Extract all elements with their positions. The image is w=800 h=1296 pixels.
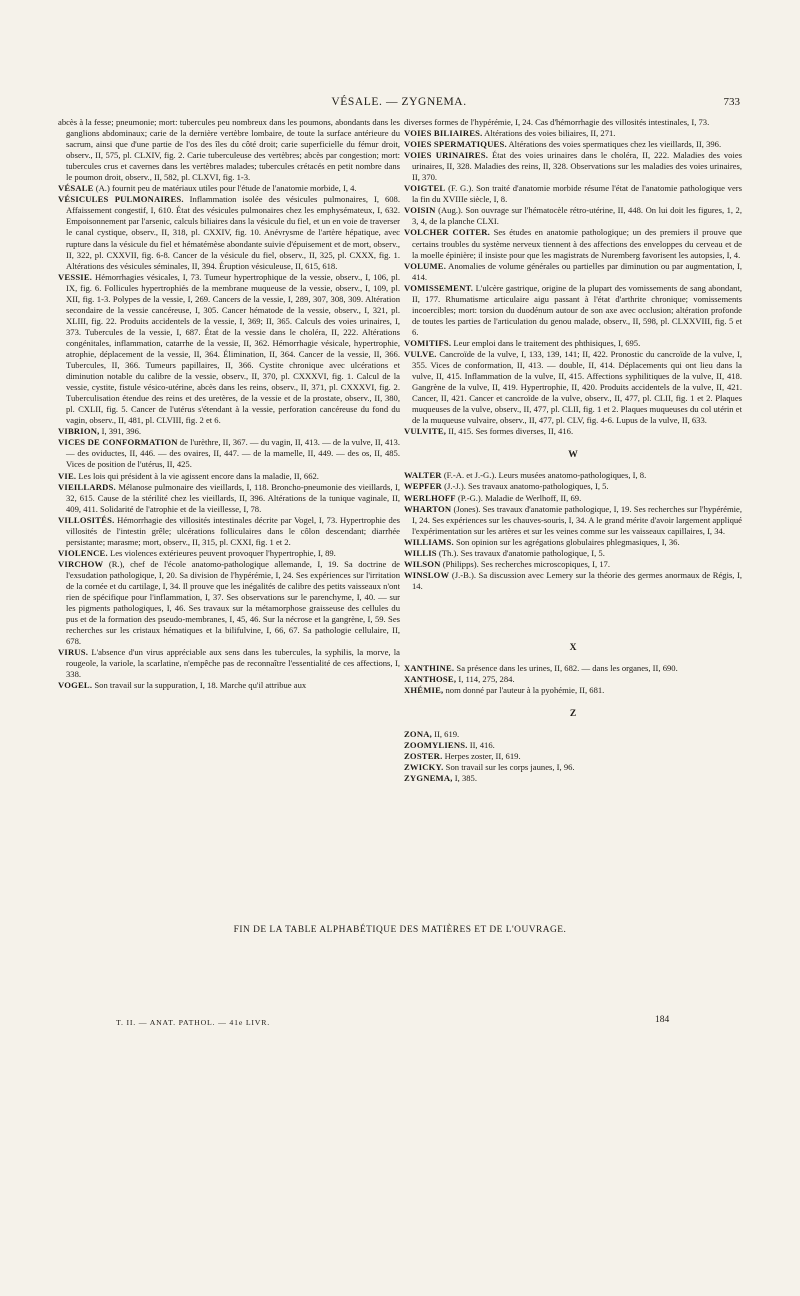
index-column-left (58, 117, 400, 691)
entry-text: (F.-A. et J.-G.). Leurs musées anatomo-pathologiques, I, 8. (441, 470, 647, 481)
entry-text: Altérations des voies spermatiques chez les vieillards, II, 396. (506, 139, 722, 150)
entry-text: L'absence d'un virus appréciable aux sens dans les tubercules, la syphilis, la morve, la rougeole, la variole, la scarlatine, n'empêche pas de reconnaître l'essentialité de ces affections, I, 338. (66, 647, 400, 680)
running-title: VÉSALE. — ZYGNEMA. (331, 96, 467, 108)
index-entry (404, 559, 742, 570)
entry-headword: WILLIS (404, 547, 437, 558)
entry-headword: VOISIN (404, 205, 436, 216)
entry-headword: WHARTON (404, 503, 452, 514)
entry-text: Son opinion sur les agrégations globulaires phlegmasiques, I, 36. (453, 536, 680, 547)
entry-text: Sa présence dans les urines, II, 682. — dans les organes, II, 690. (454, 662, 678, 673)
index-entry (404, 338, 742, 349)
entry-headword: VOIES URINAIRES. (404, 150, 489, 161)
entry-text: Inflammation isolée des vésicules pulmonaires, I, 608. Affaissement congestif, I, 610. État des vésicules pulmonaires chez les emphysémateux, I, 632. Empoisonnement par l'arsenic, calculs biliaires dans la vésicule du fiel, et un en voie de traverser le canal cystique, observ., II, 318, pl. CXXIV, fig. 10. Anévrysme de l'artère hépatique, avec rupture dans la vésicule du fiel et hématémèse abondante suivie d'épuisement et de mort, observ., II, 322, pl. CXXVII, fig. 6-8. Cancer de la vésicule du fiel, observ., II, 325, pl. CXXX, fig. 1. Altérations des vésicules séminales, II, 394. Éruption vésiculeuse, II, 615, 618. (66, 194, 400, 271)
index-entry (404, 183, 742, 205)
entry-headword: ZWICKY. (404, 762, 444, 773)
entry-text: (P.-G.). Maladie de Werlhoff, II, 69. (455, 492, 582, 503)
running-head (86, 96, 740, 112)
index-entry (404, 740, 742, 751)
entry-headword: ZONA, (404, 729, 432, 740)
entry-headword: VIRCHOW (58, 558, 104, 569)
entry-headword: WILSON (404, 558, 441, 569)
entry-text: abcès à la fesse; pneumonie; mort: tubercules peu nombreux dans les poumons, abondants dans les ganglions abdominaux; carie de la dernière vertèbre lombaire, de toute la surface antérieure du sacrum, ainsi que d'une partie de l'os des îles du côté droit; carie superficielle du fémur droit, observ., II, 575, pl. CLXIV, fig. 2. Carie tuberculeuse des vertèbres; abcès par congestion; mort: tubercules crus et cavernes dans les vertèbres malades; tubercules crétacés en petit nombre dans le poumon droit, observ., II, 582, pl. CLXVI, fig. 1-3. (58, 117, 400, 183)
entry-text: II, 619. (431, 729, 460, 740)
section-x (404, 663, 742, 696)
end-of-table-note: FIN DE LA TABLE ALPHABÉTIQUE DES MATIÈRES ET DE L'OUVRAGE. (233, 925, 567, 935)
section-letter-w: W (568, 450, 578, 461)
entry-text: Altérations des voies biliaires, II, 271. (482, 128, 616, 139)
entry-text: nom donné par l'auteur à la pyohémie, II, 681. (443, 685, 605, 696)
entry-text: de l'urèthre, II, 367. — du vagin, II, 413. — de la vulve, II, 413. — des oviductes, II, 446. — des ovaires, II, 447. — de la mamelle, II, 449. — des os, II, 485. Vices de position de l'utérus, II, 425. (66, 437, 400, 470)
index-entry (58, 183, 400, 194)
entry-text: Anomalies de volume générales ou partielles par diminution ou par augmentation, I, 414. (412, 260, 742, 282)
entry-headword: WILLIAMS. (404, 536, 454, 547)
entry-text: (F. G.). Son traité d'anatomie morbide résume l'état de l'anatomie pathologique vers la fin du XVIIIe siècle, I, 8. (412, 183, 742, 205)
entry-text: Herpes zoster, II, 619. (442, 751, 521, 762)
entry-text: (R.), chef de l'école anatomo-pathologique allemande, I, 19. Sa doctrine de l'exsudation pathologique, I, 20. Sa division de l'hypérémie, I, 24. Ses expériences sur l'irritation de la cornée et du cartilage, I, 34. Il prouve que les inégalités de calibre des petits vaisseaux n'ont rien de spécifique pour l'inflammation, I, 37. Ses observations sur le parenchyme, I, 40. — sur les pigments pathologiques, I, 46. Ses travaux sur la métamorphose graisseuse des cellules du pus et de la formation des pseudo-membranes, I, 45, 46. Sur la nécrose et la gangrène, I, 59. Ses recherches sur les cristaux hématiques et la bilifulvine, I, 66, 67. Sa pathologie cellulaire, II, 678. (66, 558, 400, 647)
index-entry (58, 117, 400, 183)
entry-headword: VOLUME. (404, 260, 447, 271)
index-entry (404, 548, 742, 559)
entry-headword: VULVITE, (404, 426, 447, 437)
entry-text: (J.-B.). Sa discussion avec Lemery sur la théorie des germes anormaux de Régis, I, 14. (412, 569, 742, 591)
entry-headword: XANTHOSE, (404, 674, 457, 685)
index-entry (404, 729, 742, 740)
entry-text: Les lois qui président à la vie agissent encore dans la maladie, II, 662. (76, 470, 319, 481)
entry-text: Ses études en anatomie pathologique; un des premiers il prouve que certains troubles du système nerveux tiennent à des affections des enveloppes du cerveau et de la moelle épinière; il insiste pour que les magistrats de Nuremberg favorisent les autopsies, I, 4. (412, 227, 742, 260)
section-w (404, 470, 742, 592)
entry-text: Hémorrhagie des villosités intestinales décrite par Vogel, I, 73. Hypertrophie des villosités de l'intestin grêle; ulcérations folliculaires dans le côlon descendant; diarrhée persistante; marasme; mort, observ., II, 315, pl. CXXI, fig. 1 et 2. (66, 514, 400, 547)
entry-headword: VICES DE CONFORMATION (58, 437, 178, 448)
entry-headword: VOMISSEMENT. (404, 282, 474, 293)
index-entry (404, 426, 742, 437)
entry-headword: VOGEL. (58, 680, 93, 691)
index-entry (404, 773, 742, 784)
entry-text: État des voies urinaires dans le choléra, II, 222. Maladies des voies urinaires, II, 328. Maladies des reins, II, 328. Observations sur les maladies des voies urinaires, II, 370. (412, 150, 742, 183)
entry-text: Les violences extérieures peuvent provoquer l'hypertrophie, I, 89. (107, 547, 336, 558)
entry-headword: VILLOSITÉS. (58, 514, 115, 525)
index-entry (404, 227, 742, 260)
entry-headword: VÉSICULES PULMONAIRES. (58, 194, 184, 205)
index-entry (404, 117, 742, 128)
entry-text: (Jones). Ses travaux d'anatomie pathologique, I, 19. Ses recherches sur l'hypérémie, I, 24. Ses expériences sur les chauves-souris, I, 34. A le grand mérite d'avoir largement appliqué l'expérimentation sur les artères et sur les veines comme sur les vaisseaux capillaires, I, 34. (412, 503, 742, 536)
section-z (404, 729, 742, 784)
entry-headword: ZYGNEMA, (404, 773, 453, 784)
entry-headword: WALTER (404, 470, 442, 481)
entry-headword: VULVE. (404, 348, 437, 359)
sheet-number: 184 (655, 1015, 670, 1025)
index-entry (58, 426, 400, 437)
entry-headword: VOIES BILIAIRES. (404, 128, 483, 139)
page-number: 733 (723, 96, 740, 108)
index-entry (58, 680, 400, 691)
entry-text: L'ulcère gastrique, origine de la plupart des vomissements de sang abondant, II, 177. Rhumatisme articulaire aigu passant à l'état d'arthrite chronique; vomissements incoercibles; mort: torsion du duodénum autour de son axe avec occlusion; altération profonde de toutes les parties de l'articulation du genou malade, observ., II, 598, pl. CLXXVIII, fig. 5 et 6. (412, 282, 742, 337)
entry-text: Son travail sur les corps jaunes, I, 96. (443, 762, 575, 773)
entry-text: I, 114, 275, 284. (456, 674, 515, 685)
index-entry (404, 493, 742, 504)
index-entry (404, 537, 742, 548)
index-entry (404, 751, 742, 762)
entry-headword: VOIES SPERMATIQUES. (404, 139, 507, 150)
entry-text: I, 391, 396. (99, 426, 142, 437)
entry-text: (A.) fournit peu de matériaux utiles pour l'étude de l'anatomie morbide, I, 4. (93, 183, 357, 194)
entry-headword: VOIGTEL (404, 183, 446, 194)
section-letter-z: Z (569, 709, 577, 720)
entry-text: (J.-J.). Ses travaux anatomo-pathologiques, I, 5. (441, 481, 609, 492)
index-entry (58, 194, 400, 271)
entry-headword: VOLCHER COITER. (404, 227, 490, 238)
entry-headword: WINSLOW (404, 569, 450, 580)
entry-text: Cancroïde de la vulve, I, 133, 139, 141; II, 422. Pronostic du cancroïde de la vulve, I, 355. Vices de conformation, II, 413. — double, II, 414. Déplacements qui ont lieu dans la vulve, II, 415. Inflammation de la vulve, II, 415. Affections syphilitiques de la vulve, II, 418. Gangrène de la vulve, II, 419. Hypertrophie, II, 420. Produits accidentels de la vulve, II, 421. Cancer, II, 421. Cancer et cancroïde de la vulve, observ., II, 477, pl. CLII, fig. 1 et 2. Plaques muqueuses de la vulve, observ., II, 477, pl. CLII, fig. 1 et 2. Plaques muqueuses du col utérin et de la muqueuse vulvaire, observ., II, 477, pl. CLV, fig. 4-6. Lupus de la vulve, II, 633. (412, 348, 742, 426)
entry-text: Hémorrhagies vésicales, I, 73. Tumeur hypertrophique de la vessie, observ., I, 106, pl. IX, fig. 6. Follicules hypertrophiés de la membrane muqueuse de la vessie, observ., I, 109, pl. XII, fig. 1-3. Polypes de la vessie, I, 269. Cancers de la vessie, I, 289, 307, 308, 309. Altération secondaire de la vessie cancéreuse, I, 305. Cancer hématode de la vessie, observ., I, 321, pl. XLIII, fig. 22. Produits accidentels de la vessie, I, 369; II, 365. Calculs des voies urinaires, I, 373. Tubercules de la vessie, I, 687. État de la vessie dans le choléra, II, 222. Altérations congénitales, inflammation, catarrhe de la vessie, II, 362. Hémorrhagie vésicale, hypertrophie, atrophie, déplacement de la vessie, II, 364. Élimination, II, 364. Cancer de la vessie, II, 366. Tubercules, II, 366. Tumeurs papillaires, II, 366. Cystite chronique avec ulcérations et diminution notable du calibre de la vessie, observ., II, 370, pl. CXXXVI, fig. 1. Calcul de la vessie, cystite, fistule vésico-utérine, abcès dans les reins, observ., II, 371, pl. CXXXVI, fig. 2. Tuberculisation étendue des reins et des uretères, de la vessie et de la prostate, observ., II, 380, pl. CXLII, fig. 5. Cancer de l'utérus s'étendant à la vessie, perforation cancéreuse du fond du vagin, observ., II, 481, pl. CLVIII, fig. 2 et 6. (66, 271, 400, 426)
index-column-right (404, 117, 742, 784)
entry-headword: VOMITIFS. (404, 337, 452, 348)
index-entry (404, 349, 742, 426)
entry-headword: VIE. (58, 470, 77, 481)
index-entry (404, 570, 742, 592)
entry-text: diverses formes de l'hypérémie, I, 24. Cas d'hémorrhagie des villosités intestinales, I, 73. (404, 117, 710, 127)
entry-headword: VIEILLARDS. (58, 481, 116, 492)
index-entry (404, 762, 742, 773)
entry-headword: VIRUS. (58, 647, 89, 658)
index-entry (58, 515, 400, 548)
entry-text: (Th.). Ses travaux d'anatomie pathologique, I, 5. (436, 547, 605, 558)
entry-text: (Aug.). Son ouvrage sur l'hématocèle rétro-utérine, II, 448. On lui doit les figures, 1, 2, 3, 4, de la planche CLXI. (412, 205, 742, 227)
entry-headword: ZOOMYLIENS. (404, 740, 468, 751)
index-entry (58, 272, 400, 427)
index-entry (58, 647, 400, 680)
section-letter-x: X (569, 642, 577, 653)
entry-headword: ZOSTER. (404, 751, 443, 762)
index-entry (404, 504, 742, 537)
printer-signature: T. II. — ANAT. PATHOL. — 41e LIVR. (116, 1018, 270, 1027)
entry-text: II, 416. (467, 740, 495, 751)
entry-text: (Philipps). Ses recherches microscopiques, I, 17. (440, 558, 610, 569)
index-entry (404, 128, 742, 139)
entry-text: I, 385. (452, 773, 477, 784)
entry-text: Son travail sur la suppuration, I, 18. Marche qu'il attribue aux (92, 680, 307, 691)
index-entry (58, 548, 400, 559)
entry-text: Leur emploi dans le traitement des phthisiques, I, 695. (451, 337, 641, 348)
entry-headword: XANTHINE. (404, 662, 455, 673)
entry-headword: WERLHOFF (404, 492, 456, 503)
entry-text: II, 415. Ses formes diverses, II, 416. (446, 426, 574, 437)
index-entry (58, 559, 400, 647)
index-entry (404, 685, 742, 696)
index-entry (404, 481, 742, 492)
entry-headword: VESSIE. (58, 271, 93, 282)
index-entry (58, 482, 400, 515)
index-entry (58, 471, 400, 482)
index-entry (404, 663, 742, 674)
entry-headword: WEPFER (404, 481, 442, 492)
index-entry (404, 139, 742, 150)
index-entry (404, 205, 742, 227)
index-entry (404, 283, 742, 338)
entry-text: Mélanose pulmonaire des vieillards, I, 118. Broncho-pneumonie des vieillards, I, 32, 615. Cause de la stérilité chez les vieillards, II, 396. Altérations de la tunique vaginale, II, 409, 411. Solidarité de l'atrophie et de la vieillesse, I, 78. (66, 481, 400, 514)
entry-headword: VIOLENCE. (58, 547, 108, 558)
index-entry (58, 437, 400, 470)
entry-headword: VIBRION, (58, 426, 100, 437)
index-entry (404, 150, 742, 183)
index-entry (404, 470, 742, 481)
entry-headword: XHÉMIE, (404, 685, 444, 696)
index-entry (404, 674, 742, 685)
entry-headword: VÉSALE (58, 183, 94, 194)
index-entry (404, 261, 742, 283)
section-v-continued (404, 117, 742, 437)
